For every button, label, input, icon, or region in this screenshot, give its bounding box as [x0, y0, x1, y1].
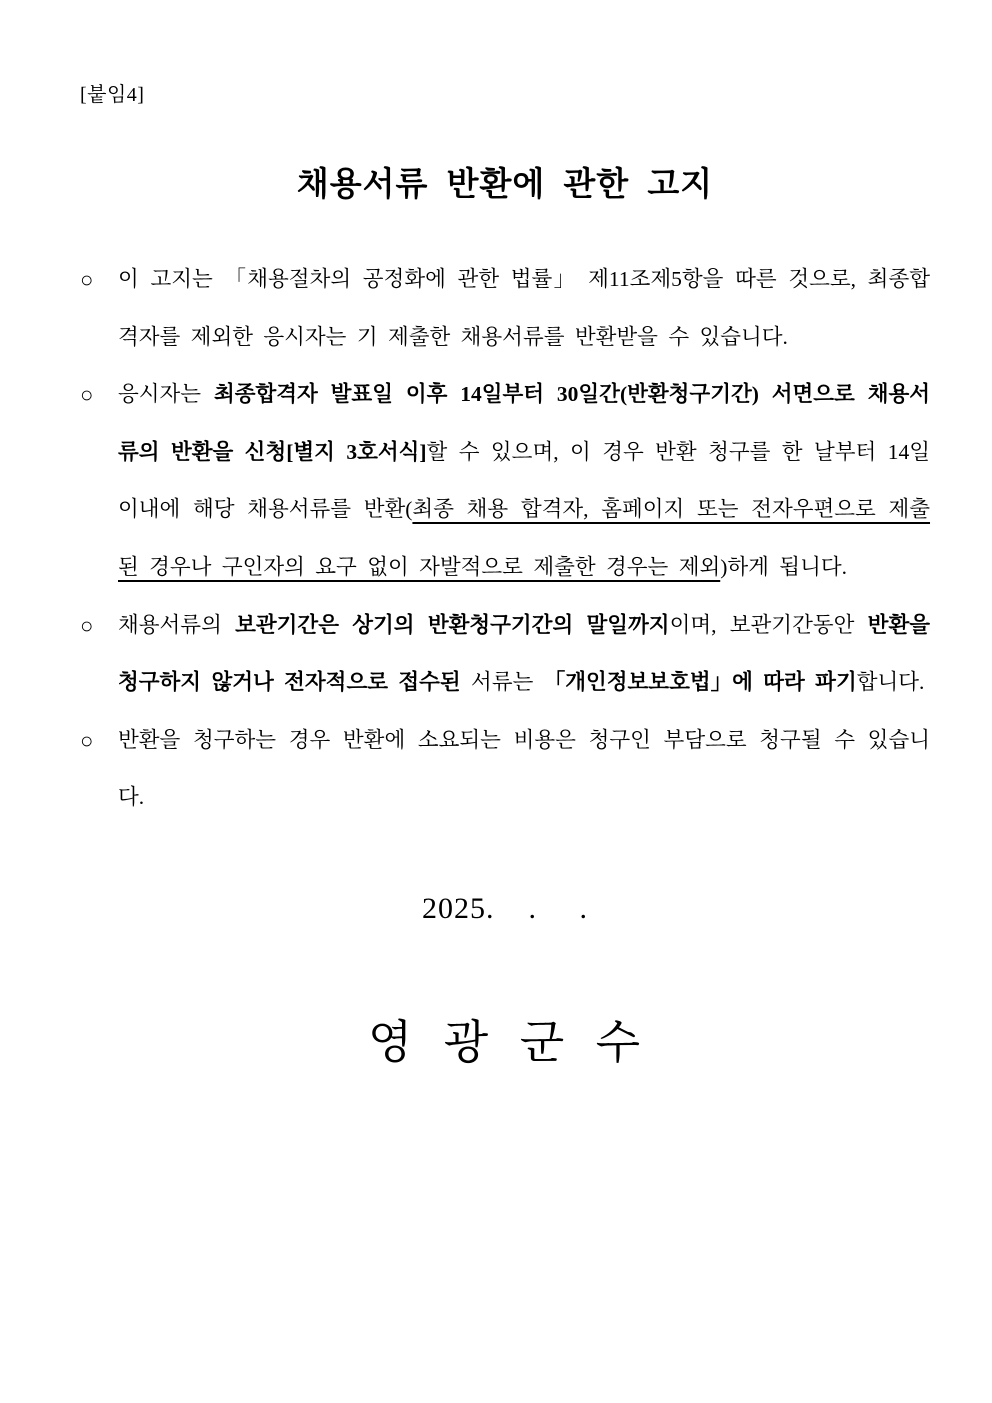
page-title: 채용서류 반환에 관한 고지	[296, 165, 714, 202]
date-line: 2025. . .	[422, 891, 588, 925]
notice-text-segment: 최종합격자 발표일 이후 14일부터 30일간(반환청구기간) 서면으로 채용서류의 반환을 신청[별지 3호서식]	[118, 382, 931, 464]
notice-text-segment: 서류는	[460, 670, 544, 695]
notice-item	[80, 366, 930, 596]
notice-text-segment: 반환을 청구하지 않거나 전자적으로 접수된	[118, 612, 930, 695]
notice-text	[118, 366, 930, 596]
notice-item	[80, 712, 930, 827]
circle-bullet-icon: ○	[80, 612, 94, 638]
notice-text-segment: 「개인정보보호법」에 따라 파기	[543, 670, 857, 695]
notice-text-segment: 최종 채용 합격자, 홈페이지 또는 전자우편으로 제출된 경우나 구인자의 요구 없이 자발적으로 제출한 경우는 제외	[118, 497, 931, 579]
notice-text-segment: )하게 됩니다.	[720, 554, 847, 579]
notice-text-segment: 응시자는	[118, 382, 214, 407]
attachment-label: [붙임4]	[80, 84, 145, 106]
circle-bullet-icon: ○	[80, 382, 94, 408]
notice-text	[118, 712, 930, 827]
notice-item	[80, 597, 930, 712]
notice-text-segment: 반환을 청구하는 경우 반환에 소요되는 비용은 청구인 부담으로 청구될 수 있습니다.	[118, 727, 930, 810]
notice-text-segment: 할 수 있으며, 이 경우 반환 청구를 한 날부터 14일 이내에 해당 채용서류를 반환(	[118, 439, 930, 522]
signature-issuer: 영 광 군 수	[367, 1016, 643, 1068]
notice-text-segment: 합니다.	[856, 670, 925, 695]
notice-text-segment: 이며, 보관기간동안	[669, 612, 868, 637]
notice-text-segment: 이 고지는 「채용절차의 공정화에 관한 법률」 제11조제5항을 따른 것으로, 최종합격자를 제외한 응시자는 기 제출한 채용서류를 반환받을 수 있습니다.	[118, 267, 930, 349]
notice-list	[80, 251, 930, 827]
circle-bullet-icon: ○	[80, 727, 94, 753]
circle-bullet-icon: ○	[80, 267, 94, 292]
notice-text-segment: 보관기간은 상기의 반환청구기간의 말일까지	[235, 612, 670, 637]
notice-text	[118, 251, 930, 366]
notice-text	[118, 597, 930, 712]
notice-text-segment: 채용서류의	[118, 612, 236, 637]
notice-item	[80, 251, 930, 366]
